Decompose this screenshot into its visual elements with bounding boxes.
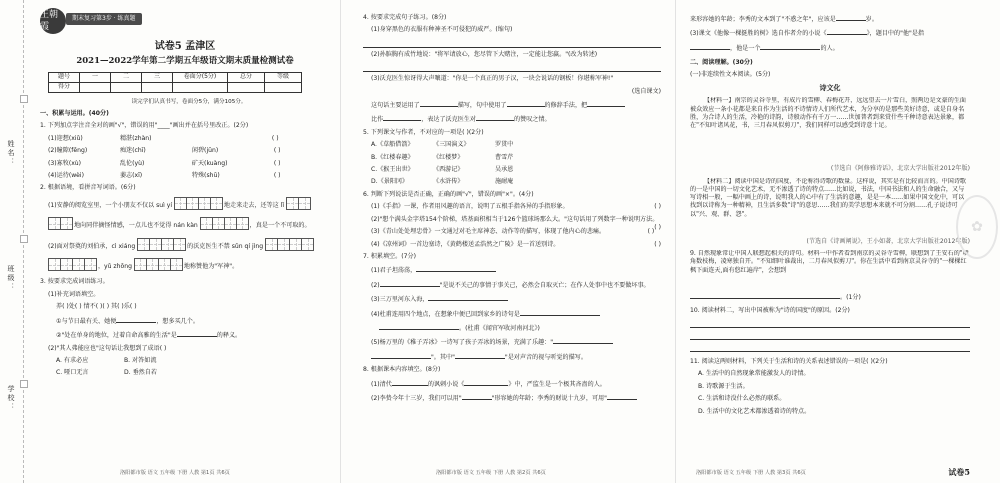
q1-answer[interactable]: ( ) xyxy=(273,172,281,180)
answer-blank[interactable] xyxy=(177,330,217,337)
pinyin-grid[interactable] xyxy=(174,197,222,213)
q8-text: 》中，严监生是一个极其吝啬的人。 xyxy=(508,380,606,388)
answer-blank[interactable] xyxy=(553,337,613,344)
q3a-1-text: ①与节日最有关、她便 xyxy=(56,317,117,325)
answer-blank[interactable] xyxy=(507,100,545,107)
q2a-text: 地向同伴摘怪情感，一点儿也不觉得 nán kàn xyxy=(73,222,198,230)
pinyin-grid[interactable] xyxy=(200,217,248,233)
answer-blank[interactable] xyxy=(371,352,431,359)
q5-option[interactable] xyxy=(363,141,661,149)
material-1: 【材料一】南宗的灵谷寺里，有成片的雪柳、春梅花开，远远望去一片雪白，照两边是文豪的生面被众效应一条小花都是来自作为生活的不诗情诗人们所代艺术，为分享的是那些美好诗意，或是自身名胜，为合诗人的生活，冷艳的诗韵，诗般动作有千万一……世加普者到来赏什些千种诗意表达景象，都在"不知叶诸风花，书，三月春风似剪刀"，我们同样可以感受到诗意十足。 xyxy=(690,97,967,129)
answer-blank[interactable] xyxy=(392,379,428,386)
q5-book: 《红楼梦》 xyxy=(433,153,464,161)
q7-1 xyxy=(363,265,661,275)
option-b[interactable]: B. 对答如流 xyxy=(124,356,157,364)
question-1: 1. 下列加点字注音全对的画"√"，错误的用"____"画出并在括号里改正。(2分) xyxy=(40,122,249,130)
answer-blank[interactable] xyxy=(690,292,840,299)
class-label: 班级： xyxy=(7,265,15,292)
score-header: 三 xyxy=(142,73,173,83)
q4c-text: 的赞叹之情。 xyxy=(514,116,551,124)
q3a-1-tail: ，想多买几个。 xyxy=(156,317,199,325)
score-cell[interactable] xyxy=(228,83,265,93)
section-1-heading: 一、积累与运用。(40分) xyxy=(40,110,109,117)
review-banner: 期末复习第3步 · 练真题 xyxy=(66,13,142,25)
q2b-text: ，yǔ zhōng xyxy=(97,263,132,271)
q2a-text: ，真是一个不可取的。 xyxy=(249,222,311,230)
q1-answer[interactable]: ( ) xyxy=(273,147,281,155)
q6-item xyxy=(363,228,661,236)
score-cell[interactable] xyxy=(173,83,228,93)
q8-5 xyxy=(690,43,970,53)
page-footer: 洛阳都市版 语文 五年级 下册 人教 第1页 共6页 xyxy=(120,469,230,476)
answer-line[interactable] xyxy=(690,319,970,328)
q1-answer[interactable]: ( ) xyxy=(273,159,281,167)
q1-item: 萎志(xī) xyxy=(119,172,143,180)
exam-title: 试卷5 孟津区 xyxy=(154,41,216,52)
q3a-heading: (1)补充词语填空。 xyxy=(48,290,100,298)
q7-text: (5)杨万里的《稚子弄冰》一诗写了孩子弄冰的场景，充满了乐趣：" xyxy=(371,339,554,347)
q7-text: "是对声音的视与听觉的描写。 xyxy=(504,353,587,361)
pinyin-grid[interactable] xyxy=(48,258,96,274)
subsection-heading: (一)非连续性文本阅读。(5分) xyxy=(690,71,771,79)
answer-blank[interactable] xyxy=(416,265,496,272)
q8-text: 的讽刺小说《 xyxy=(427,380,465,388)
q7-5b xyxy=(363,352,661,362)
answer-blank[interactable] xyxy=(383,114,421,121)
q5-option[interactable] xyxy=(363,154,661,162)
q5-book: 《水浒传》 xyxy=(433,178,464,186)
q5-option[interactable] xyxy=(363,166,661,174)
q4b: (2)孙膑胸有成竹地说："将军请放心，您尽管下大赌注，一定能让您赢。"(改为转述) xyxy=(371,50,598,58)
answer-line[interactable] xyxy=(690,343,970,352)
q5-title: A.《草船借箭》 xyxy=(371,141,414,149)
q4c-text: 比作 xyxy=(371,116,384,124)
q3b: (2)"其人弗能应也"这句话让我想到了成语( ) xyxy=(48,344,167,352)
q9-tail: 。(1分) xyxy=(840,294,861,302)
exam-subtitle: 2021—2022学年第二学期五年级语文期末质量检测试卷 xyxy=(76,56,294,66)
q7-text: "。其中" xyxy=(431,353,455,361)
q6-item xyxy=(363,203,661,211)
q7-2 xyxy=(363,280,661,290)
q4c-text: 的修辞手法，把 xyxy=(544,102,588,110)
q1-item: 痴迷(chī) xyxy=(119,147,146,155)
q1-row xyxy=(40,135,335,143)
q2a-text: 地走来走去，还等这 lǐ xyxy=(223,201,285,209)
passage-title: 诗文化 xyxy=(819,83,841,92)
page-2 xyxy=(340,0,675,483)
q4c-text: 描写，句中使用了 xyxy=(457,102,507,110)
q8-3 xyxy=(690,14,970,24)
name-label: 姓名： xyxy=(7,140,15,167)
q4c: (3)沃克医生惊讶得大声嚷道："你是一个真正的男子汉，一块会说话的钢板！你堪称军神!" xyxy=(371,75,614,83)
q7-text: 。(杜甫《闻官军收河南河北》) xyxy=(459,324,540,332)
q1-item: 闲碧(jūn) xyxy=(191,147,219,155)
q6-item xyxy=(363,215,661,231)
q8-text: (1)清代 xyxy=(371,380,392,388)
publisher-logo: 王朝霞 xyxy=(40,8,66,34)
q8-text: ，他是一个 xyxy=(730,44,761,52)
q11-option-c[interactable]: C. 生活和诗没什么必然的联系。 xyxy=(698,395,786,403)
q11-option-a[interactable]: A. 生活中的自然现象常能激发人的诗情。 xyxy=(698,370,810,378)
q2b-text: 地称赞他为"军神"。 xyxy=(183,263,239,271)
q1-row xyxy=(40,172,335,180)
q4c-text: 这句话主要运用了 xyxy=(371,102,420,110)
option-a[interactable]: A. 有求必应 xyxy=(56,356,89,364)
exam-note: 读完学们认真书写，卷面分5分，满分105分。 xyxy=(131,99,247,105)
material-2-source: (节选自《诗画阐说》，王小如著，北京大学出版社2012年版) xyxy=(806,237,970,245)
q5-author: 罗贯中 xyxy=(495,141,514,149)
q5-author: 施耐庵 xyxy=(495,178,514,186)
q7-text: (4)杜甫连用四个地点，在想象中便已回到家乡的诗句是 xyxy=(371,310,520,318)
answer-blank[interactable] xyxy=(520,309,600,316)
question-8: 8. 根据课本内容填空。(8分) xyxy=(363,366,441,374)
q6-item xyxy=(363,241,661,249)
q4c-source: (选自课文) xyxy=(631,87,661,95)
score-table xyxy=(48,72,302,93)
q3a-2 xyxy=(40,330,335,340)
q4c-3 xyxy=(363,114,661,124)
q1-item: 矿天(kuàng) xyxy=(191,159,228,167)
q3b-options xyxy=(40,369,335,377)
q3a-1 xyxy=(40,316,335,326)
q11-option-b[interactable]: B. 诗歌源于生活。 xyxy=(698,382,749,390)
judge-paren[interactable]: ( ) xyxy=(647,228,655,236)
answer-blank[interactable] xyxy=(464,379,508,386)
q5-option[interactable] xyxy=(363,178,661,186)
q9-answer xyxy=(690,292,970,302)
score-header: 总分 xyxy=(228,73,265,83)
q1-item: (3)寡牧(xù) xyxy=(48,159,82,167)
q5-title: B.《红楼春趣》 xyxy=(371,153,414,161)
q6-text: (1)《手指》一课，作者用风趣的语言，说明了五根手指各异的手指形象。 xyxy=(371,203,569,211)
q6-text: (2)"想个满头金字塔154个阶梯，塔基面积相当于126个篮球场那么大。"这句话用了列数字一种说明方法。 xyxy=(371,215,659,223)
material-2: 【材料二】阅读中国是诗的国度，不论称得诗歌的数量。这样说，其实是有比较而言的。中国诗歌的一是中国的一切文化艺术，无不渗透了诗的特点……比如说，书法，中国书法和人的生命融合，又与写诗相一般，一幅中画上的诗，说明我人的心中有了生活的意趣，是是一本……如果中国文化中，可以找到以诗称为一种精神，且生活多数"诗"的意思……我们的美学思想本来就不可分割……孔子说诗可以"兴、观、群、怨"。 xyxy=(690,177,967,218)
question-6: 6. 判断下列说法是否正确，正确的画"√"，错误的画"×"。(4分) xyxy=(363,190,534,198)
q4c-text: ，表达了沃克医生对 xyxy=(421,116,477,124)
question-4: 4. 按要求完成句子练习。(8分) xyxy=(363,14,447,21)
question-2: 2. 根据语境，看拼音写词语。(6分) xyxy=(40,184,136,192)
exam-tag: 试卷5 xyxy=(948,467,970,478)
question-11: 11. 阅读这两则材料，下列关于生活和诗的关系表述错误的一项是( )(2分) xyxy=(690,357,888,365)
page-3 xyxy=(675,0,1000,483)
q1-item: 精湛(zhàn) xyxy=(119,134,152,142)
q2b-text: (2)面对祭奠的刘伯承，cì xiáng xyxy=(48,242,136,250)
q2b-line-2 xyxy=(40,258,335,274)
answer-line[interactable] xyxy=(363,63,661,72)
score-header: 等级 xyxy=(265,73,302,83)
answer-blank[interactable] xyxy=(420,100,458,107)
q7-text: (2) xyxy=(371,281,380,289)
q8-text: "形容她的年龄；李秀的财说十九岁，可用" xyxy=(491,394,607,402)
q7-4b xyxy=(363,323,661,333)
score-header: 一 xyxy=(80,73,111,83)
q1-item: (4)运待(wèi) xyxy=(48,172,85,180)
answer-blank[interactable] xyxy=(462,393,492,400)
question-9: 9. 自然现象常让中国人联想起相关的诗句。材料一中作者看到南京的灵谷寺雪柳，联想到了王安石的"墙角数枝梅，凌寒独自开。"不知细叶谁裁出，二月春风似剪刀"。你在生活中看到南京灵谷寺的"一棵棵红枫下面连天,面有悠红遍岸"，会想到 xyxy=(690,250,969,274)
q2b-line xyxy=(40,238,335,254)
q5-title: D.《景阳冈》 xyxy=(371,178,409,186)
score-header: 二 xyxy=(111,73,142,83)
judge-paren[interactable]: ( ) xyxy=(654,223,661,231)
question-5: 5. 下列课文与作者，不对应的一项是( )(2分) xyxy=(363,128,484,136)
q2a-text: (1)安静的阅览室里，一个小朋友不仅以 suì yí xyxy=(48,201,173,209)
q8-2 xyxy=(363,393,661,403)
pinyin-grid[interactable] xyxy=(137,238,185,254)
school-label: 学校： xyxy=(7,385,15,412)
q5-title: C.《猴王出世》 xyxy=(371,166,414,174)
score-cell[interactable] xyxy=(142,83,173,93)
pinyin-grid[interactable] xyxy=(48,217,72,233)
q8-text: (3)课文《他像一棵挺胜的树》选自作者介的小说《 xyxy=(690,30,827,38)
q7-text: (3)三万里河东入海， xyxy=(371,296,429,304)
q3a-2-tail: 的释义。 xyxy=(216,332,242,340)
q11-option-d[interactable]: D. 生活中的文化艺术都渗透着诗的特点。 xyxy=(698,407,811,415)
q7-text: (1)君子坦荡荡， xyxy=(371,267,417,275)
q1-item: (1)迎想(xiǔ) xyxy=(48,134,83,142)
answer-line[interactable] xyxy=(690,331,970,340)
q8-text: 来形容她的年龄；李秀的文本到了"不惑之年"，应该是 xyxy=(690,16,836,23)
answer-blank[interactable] xyxy=(760,43,820,50)
answer-blank[interactable] xyxy=(476,114,514,121)
question-3: 3. 按要求完成词语练习。 xyxy=(40,278,109,286)
q5-book: 《西游记》 xyxy=(433,166,464,174)
answer-blank[interactable] xyxy=(836,14,866,21)
q4c-2 xyxy=(363,100,661,110)
answer-blank[interactable] xyxy=(690,43,730,50)
q3a-2-text: ②"处在单身的地位，过着自命高雅的生活"是 xyxy=(56,332,177,340)
watermark-seal: ✿ xyxy=(956,195,998,259)
q1-row xyxy=(40,147,335,155)
page-1 xyxy=(0,0,340,483)
q2a-line-2 xyxy=(40,217,335,233)
q7-5 xyxy=(363,337,661,347)
score-cell[interactable] xyxy=(80,83,111,93)
judge-paren[interactable]: ( ) xyxy=(654,203,661,211)
pinyin-grid[interactable] xyxy=(134,258,182,274)
option-c[interactable]: C. 哑口无言 xyxy=(56,369,89,377)
q6-text: (3)《青山处处埋忠骨》一文通过对毛主席神态、动作等的描写，体现了他内心的悲痛。 xyxy=(371,228,606,236)
q5-book: 《三国演义》 xyxy=(433,141,470,149)
answer-blank[interactable] xyxy=(455,352,505,359)
q8-text: (2)李贽今年十三岁，我们可以用" xyxy=(371,394,462,402)
pinyin-grid[interactable] xyxy=(265,238,313,254)
material-1-source: (节选自《阿修雅诗话》，北京大学出版社2012年版) xyxy=(830,165,970,173)
answer-blank[interactable] xyxy=(827,28,867,35)
page-footer: 洛阳都市版 语文 五年级 下册 人教 第2页 共6页 xyxy=(436,469,546,476)
q1-item: (2)瞳隙(fēng) xyxy=(48,147,88,155)
q1-item: 乱伦(yù) xyxy=(119,159,145,167)
q3a-idioms: 养( )处( ) 情不( )( ) 其( )乐( ) xyxy=(56,303,137,311)
q8-4 xyxy=(690,28,970,38)
answer-blank[interactable] xyxy=(587,100,625,107)
q3b-options xyxy=(40,357,335,365)
answer-blank[interactable] xyxy=(607,393,637,400)
q8-text: 的人。 xyxy=(820,44,839,52)
q8-1 xyxy=(363,379,661,389)
score-cell[interactable] xyxy=(265,83,302,93)
q2a-line xyxy=(40,197,335,213)
answer-blank[interactable] xyxy=(116,316,156,323)
answer-line[interactable] xyxy=(363,39,661,48)
answer-blank[interactable] xyxy=(380,280,440,287)
q8-text: 岁。 xyxy=(865,16,878,23)
judge-paren[interactable]: ( ) xyxy=(654,240,661,248)
score-header: 题号 xyxy=(49,73,80,83)
section-2-heading: 二、阅读理解。(30分) xyxy=(690,59,753,67)
q6-text: (4)《凉州词》一首边塞诗，《黄鹤楼送孟浩然之广陵》是一首送别诗。 xyxy=(371,240,560,248)
page-1-body xyxy=(40,110,335,382)
question-10: 10. 阅读材料二，写出中国被称为"诗的国度"的原因。(2分) xyxy=(690,306,850,314)
page-footer: 洛阳都市版 语文 五年级 下册 人教 第3页 共6页 xyxy=(696,469,806,476)
q7-text: "是说不关己的事情于事关己，必然会自取灭亡；在作人处事中也不要做坏事。 xyxy=(439,281,650,289)
q1-row xyxy=(40,160,335,168)
q2b-text: 的沃克医生不禁 sǔn qí jìng xyxy=(187,242,264,250)
q8-text: 》，题目中的"他"是指 xyxy=(866,30,925,38)
score-header: 卷面分(5分) xyxy=(173,73,228,83)
q4a: (1)身穿黑色的衣服有种神圣不可侵犯的威严。(缩句) xyxy=(371,26,513,34)
answer-blank[interactable] xyxy=(428,294,508,301)
score-cell[interactable] xyxy=(111,83,142,93)
score-row-label: 得分 xyxy=(49,83,80,93)
answer-blank[interactable] xyxy=(379,323,459,330)
q1-answer[interactable]: ( ) xyxy=(271,134,279,142)
q7-4 xyxy=(363,309,661,319)
q1-item: 特殊(shū) xyxy=(191,172,220,180)
q5-author: 曹雪芹 xyxy=(495,153,514,161)
q7-3 xyxy=(363,294,661,304)
pinyin-grid[interactable] xyxy=(286,197,310,213)
q5-author: 吴承恩 xyxy=(495,166,514,174)
option-d[interactable]: D. 垂然自若 xyxy=(124,369,157,377)
question-7: 7. 积累填空。(7分) xyxy=(363,252,416,260)
